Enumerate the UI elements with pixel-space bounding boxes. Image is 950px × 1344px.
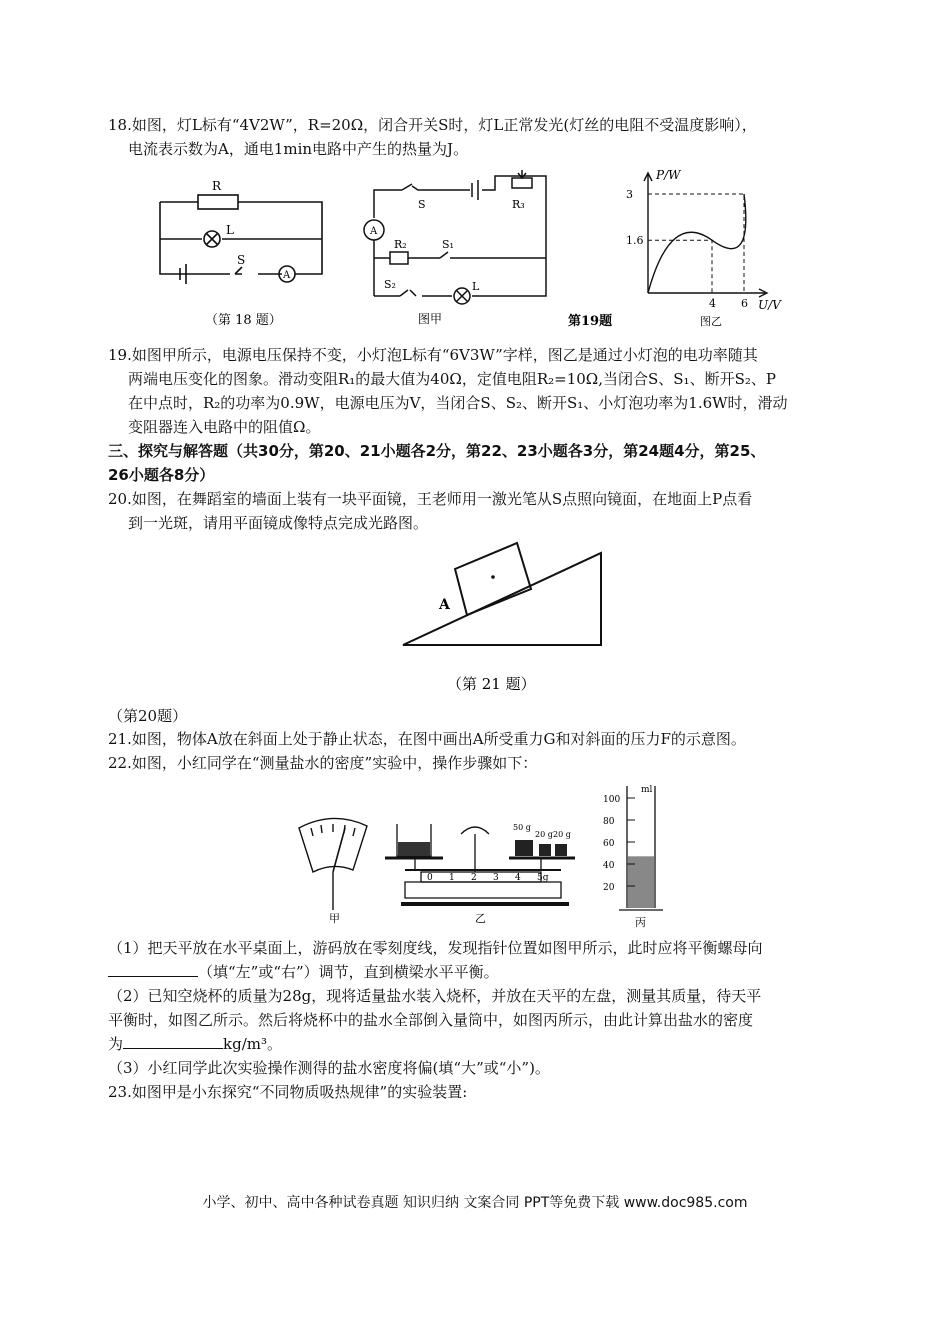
power-curve bbox=[648, 194, 746, 293]
center-dot bbox=[491, 575, 495, 579]
answer-blank-1[interactable] bbox=[108, 960, 198, 977]
fig19a-S-label: S bbox=[418, 198, 426, 211]
q20-line2: 到一光斑，请用平面镜成像特点完成光路图。 bbox=[128, 514, 429, 532]
fig19-circuit bbox=[360, 168, 555, 330]
y-axis bbox=[644, 173, 652, 293]
q19-line2: 两端电压变化的图象。滑动变阻R₁的最大值为40Ω，定值电阻R₂=10Ω,当闭合S、S₁、断开S₂、P bbox=[128, 370, 776, 388]
q22-2-line3b: kg/m³。 bbox=[223, 1035, 282, 1053]
q21-text: 21.如图，物体A放在斜面上处于静止状态，在图中画出A所受重力G和对斜面的压力F的示意图。 bbox=[108, 730, 746, 748]
weight-20g-b: 20 g bbox=[553, 830, 571, 839]
fig19a-S2-label: S₂ bbox=[384, 278, 396, 291]
section3-heading-line2: 26小题各8分） bbox=[108, 466, 215, 484]
y-tick-label: 3 bbox=[626, 188, 633, 201]
fig19a-R2-label: R₂ bbox=[394, 238, 407, 251]
fig19-graph bbox=[560, 165, 790, 330]
y-tick-label: 1.6 bbox=[626, 234, 644, 248]
fig19a-L-label: L bbox=[472, 280, 480, 293]
cylinder-tick-label: 60 bbox=[603, 839, 615, 849]
rider-scale-label: 3 bbox=[493, 873, 499, 883]
x-tick-label: 6 bbox=[741, 297, 748, 310]
q22-2-line3a: 为 bbox=[108, 1035, 124, 1053]
fig22-balance-figure bbox=[285, 780, 675, 932]
q20-caption: （第20题） bbox=[108, 707, 188, 725]
fig19-title: 第19题 bbox=[568, 314, 613, 329]
x-axis bbox=[648, 289, 767, 297]
answer-blank-2[interactable] bbox=[123, 1032, 223, 1049]
q19-line4: 变阻器连入电路中的阻值Ω。 bbox=[128, 418, 321, 436]
fig22-bing-label: 丙 bbox=[635, 916, 646, 929]
q22-1-line2 bbox=[108, 960, 848, 984]
q18-line1: 18.如图，灯L标有“4V2W”，R=20Ω，闭合开关S时，灯L正常发光(灯丝的电阻不受温度影响）， bbox=[108, 116, 757, 134]
cylinder-tick-label: 80 bbox=[603, 817, 615, 827]
guide-line-0 bbox=[648, 240, 712, 293]
q22-3-text: （3）小红同学此次实验操作测得的盐水密度将偏(填“大”或“小”)。 bbox=[108, 1059, 550, 1077]
fig19a-R3-label: R₃ bbox=[512, 198, 525, 211]
cylinder-tick-label: 20 bbox=[603, 883, 615, 893]
page-footer: 小学、初中、高中各种试卷真题 知识归纳 文案合同 PPT等免费下载 www.doc985.com bbox=[202, 1195, 748, 1211]
fig18-circuit bbox=[150, 172, 340, 332]
fig21-caption: （第 21 题） bbox=[447, 675, 536, 693]
q22-text: 22.如图，小红同学在“测量盐水的密度”实验中，操作步骤如下： bbox=[108, 754, 538, 772]
cylinder-unit: ml bbox=[641, 785, 653, 795]
cylinder-tick-label: 40 bbox=[603, 861, 615, 871]
q22-2-line2: 平衡时，如图乙所示。然后将烧杯中的盐水全部倒入量筒中，如图丙所示，由此计算出盐水的密度 bbox=[108, 1011, 754, 1029]
q23-text: 23.如图甲是小东探究“不同物质吸热规律”的实验装置: bbox=[108, 1083, 468, 1101]
fig19a-caption: 图甲 bbox=[418, 312, 443, 326]
weight-20g-a: 20 g bbox=[535, 830, 553, 839]
fig19b-caption: 图乙 bbox=[700, 315, 722, 328]
cylinder-tick-label: 100 bbox=[603, 795, 621, 805]
rider-scale-label: 4 bbox=[515, 873, 521, 883]
x-tick-label: 4 bbox=[709, 297, 716, 310]
q19-line3: 在中点时，R₂的功率为0.9W，电源电压为V，当闭合S、S₂、断开S₁、小灯泡功率为1.6W时，滑动 bbox=[128, 394, 788, 412]
rider-scale-label: 5g bbox=[537, 873, 549, 883]
fig22-jia-label: 甲 bbox=[329, 912, 340, 925]
x-axis-label: U/V bbox=[758, 298, 781, 312]
pointer-dial bbox=[299, 818, 367, 910]
fig18-R-label: R bbox=[212, 179, 222, 193]
y-axis-label: P/W bbox=[656, 168, 681, 182]
fig18-L-label: L bbox=[226, 223, 234, 237]
fig21-A-label: A bbox=[439, 597, 450, 613]
fig19a-S1-label: S₁ bbox=[442, 238, 454, 251]
q20-line1: 20.如图，在舞蹈室的墙面上装有一块平面镜，王老师用一激光笔从S点照向镜面，在地面上P点看 bbox=[108, 490, 753, 508]
weights bbox=[515, 840, 567, 856]
q22-1-line1: （1）把天平放在水平桌面上，游码放在零刻度线，发现指针位置如图甲所示，此时应将平衡螺母向 bbox=[108, 939, 763, 957]
q19-line1: 19.如图甲所示，电源电压保持不变，小灯泡L标有“6V3W”字样，图乙是通过小灯泡的电功率随其 bbox=[108, 346, 758, 364]
section3-heading-line1: 三、探究与解答题（共30分，第20、21小题各2分，第22、23小题各3分，第24题4分，第25、 bbox=[108, 442, 766, 460]
fig19a-A-label: A bbox=[370, 226, 378, 237]
rider-scale-label: 0 bbox=[427, 873, 433, 883]
weight-50g: 50 g bbox=[513, 823, 531, 832]
q22-2-line3 bbox=[108, 1032, 848, 1056]
fig18-caption: （第 18 题） bbox=[205, 313, 282, 328]
rider-scale-label: 1 bbox=[449, 873, 455, 883]
fig18-S-label: S bbox=[237, 253, 246, 267]
fig18-A-label: A bbox=[283, 270, 291, 281]
q22-1-line2-text: （填“左”或“右”）调节，直到横梁水平平衡。 bbox=[198, 963, 499, 981]
guide-line-1 bbox=[648, 194, 744, 293]
fig21-incline bbox=[395, 535, 610, 700]
q18-line2: 电流表示数为A，通电1min电路中产生的热量为J。 bbox=[128, 140, 469, 158]
fig22-yi-label: 乙 bbox=[475, 912, 486, 925]
q22-2-line1: （2）已知空烧杯的质量为28g，现将适量盐水装入烧杯，并放在天平的左盘，测量其质量，待天平 bbox=[108, 987, 762, 1005]
rider-scale-label: 2 bbox=[471, 873, 477, 883]
